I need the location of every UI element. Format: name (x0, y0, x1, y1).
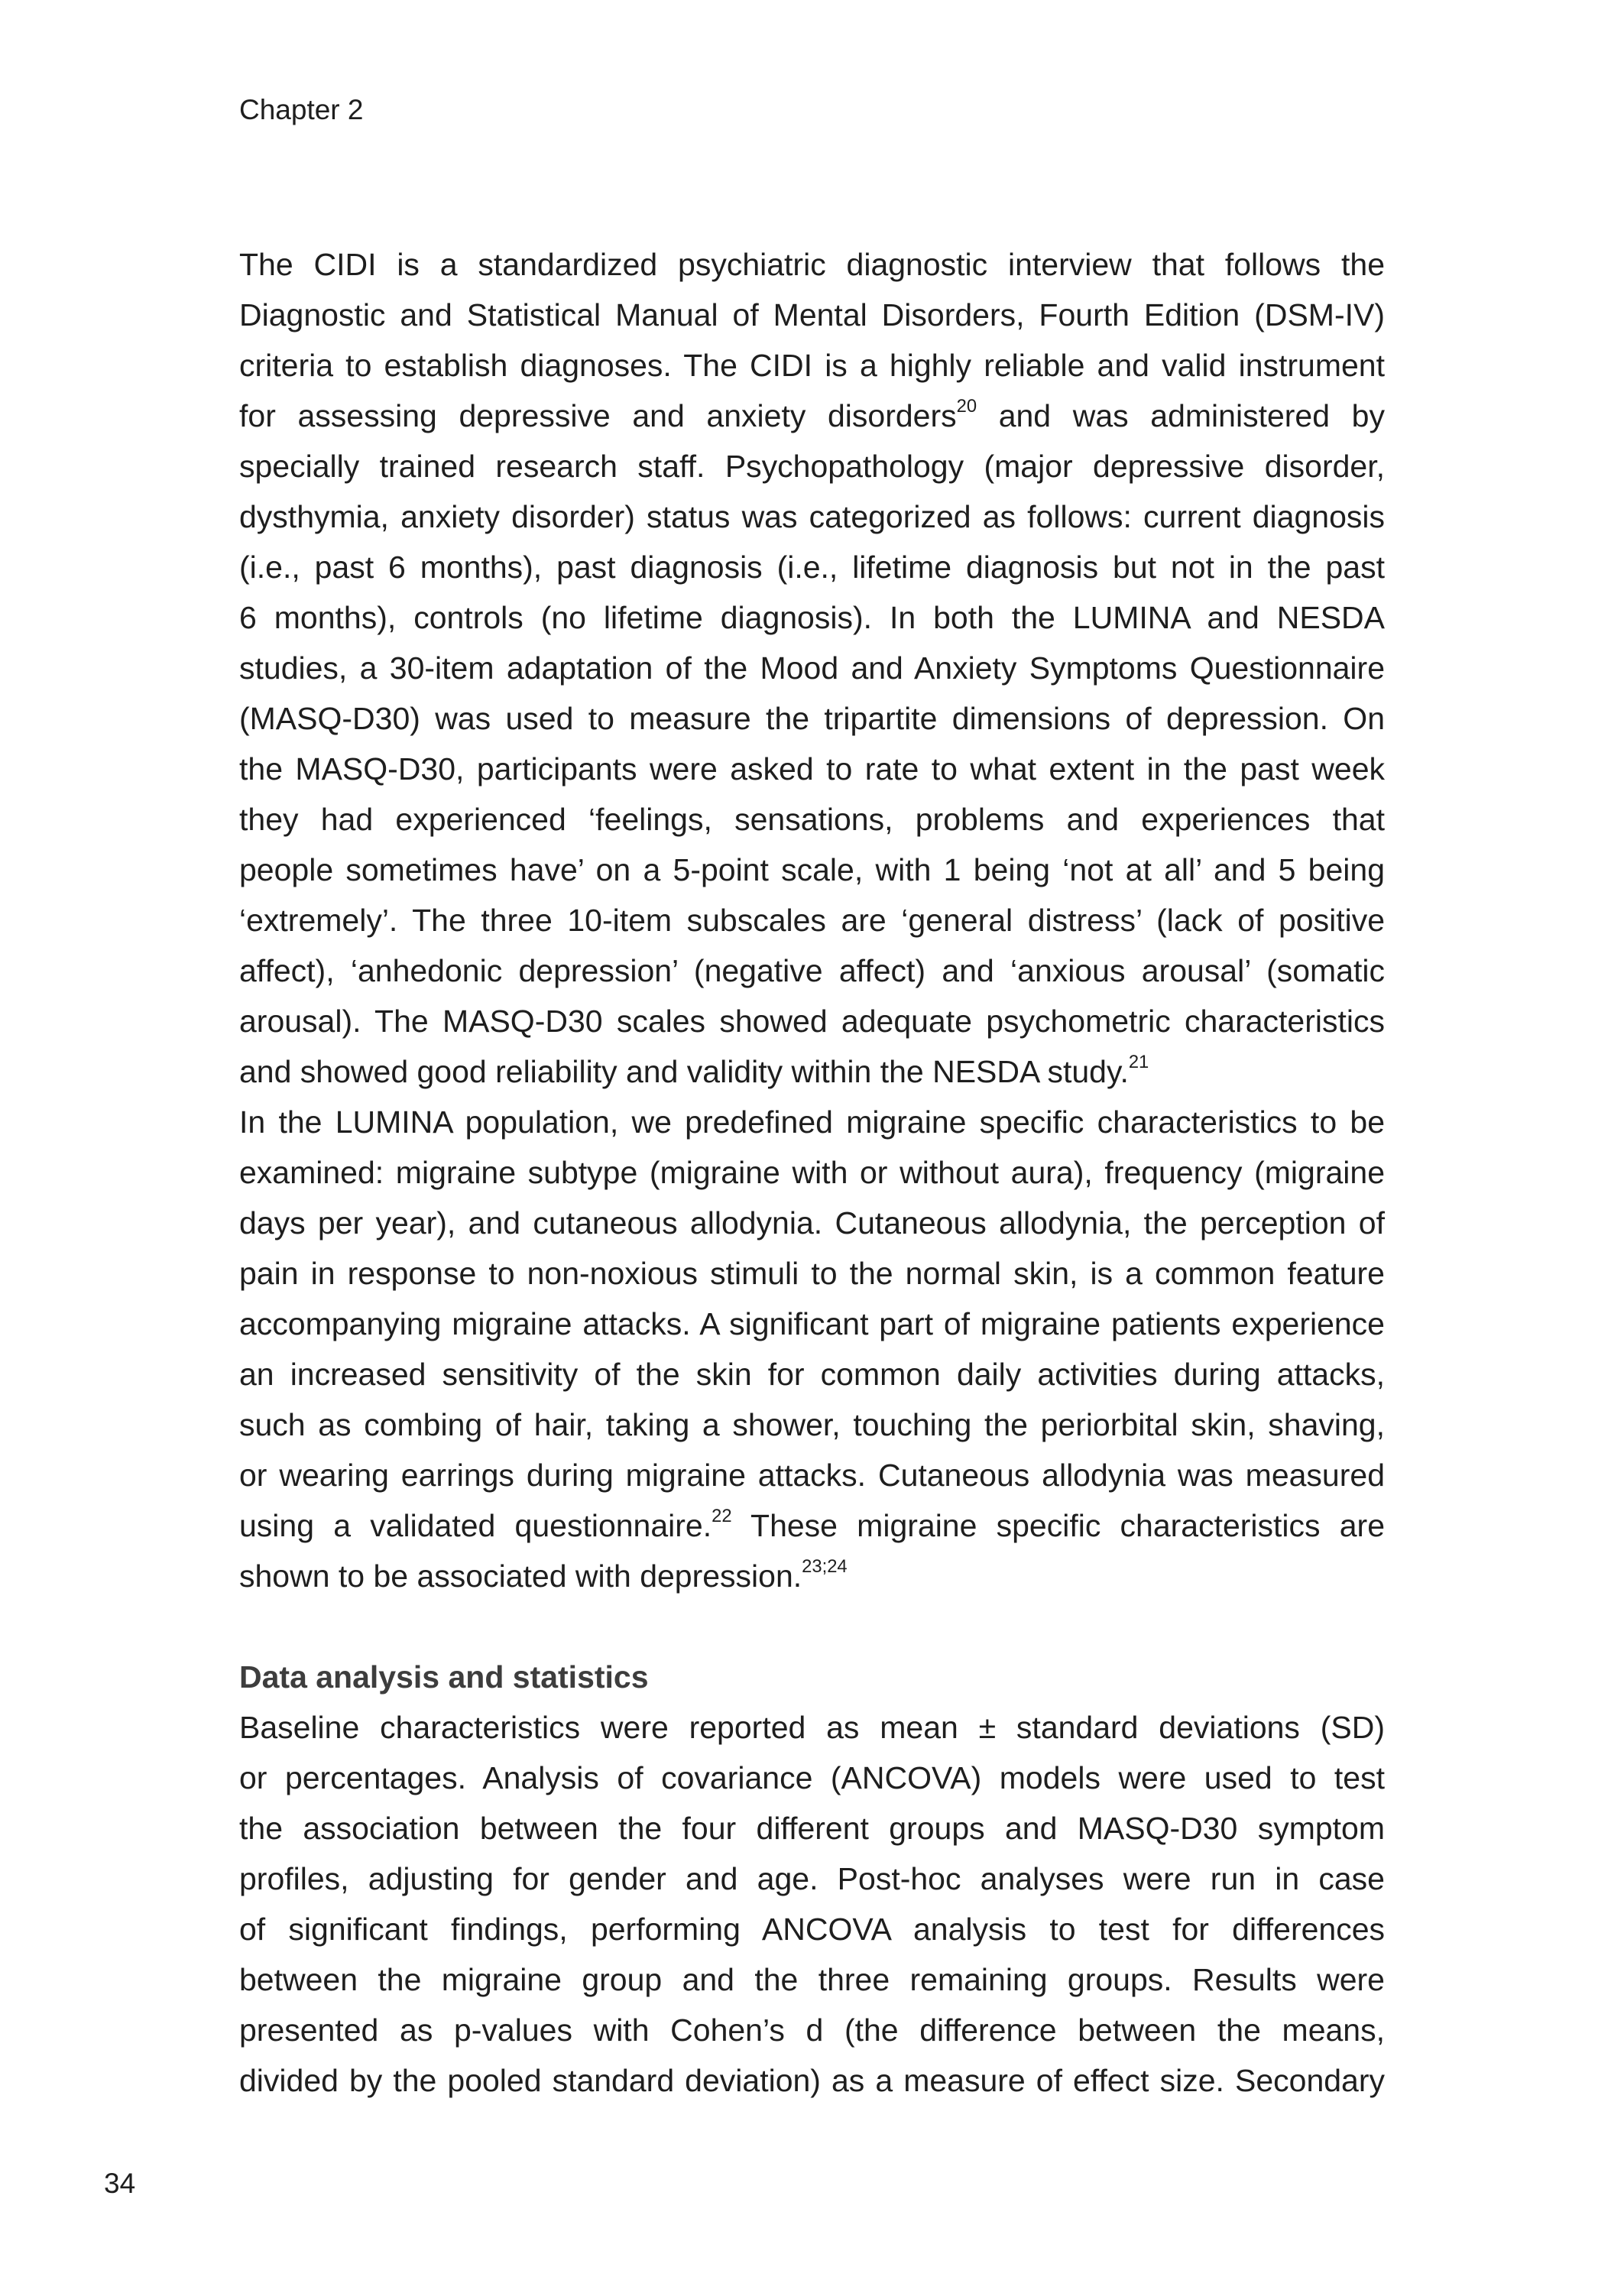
text-line-content: such as combing of hair, taking a shower, touching the periorbital skin, shaving, (239, 1407, 1385, 1442)
text-line (239, 290, 1385, 340)
text-line (239, 845, 1385, 895)
text-line (239, 1349, 1385, 1399)
text-line (239, 1854, 1385, 1904)
text-line-content: Baseline characteristics were reported as mean ± standard deviations (SD) (239, 1710, 1385, 1745)
text-line (239, 1500, 1385, 1551)
text-line-content: Diagnostic and Statistical Manual of Mental Disorders, Fourth Edition (DSM-IV) (239, 297, 1385, 332)
text-line (239, 693, 1385, 744)
text-line-content: In the LUMINA population, we predefined migraine specific characteristics to be (239, 1104, 1385, 1140)
text-line-content: specially trained research staff. Psychopathology (major depressive disorder, (239, 449, 1385, 484)
text-line-content: dysthymia, anxiety disorder) status was categorized as follows: current diagnosis (239, 499, 1385, 534)
text-line-content: or wearing earrings during migraine attacks. Cutaneous allodynia was measured (239, 1458, 1385, 1493)
text-line (239, 643, 1385, 693)
text-line (239, 794, 1385, 845)
text-line (239, 895, 1385, 945)
text-line-content: shown to be associated with depression.$^{23;24}$ (239, 1556, 848, 1594)
text-line-content: an increased sensitivity of the skin for common daily activities during attacks, (239, 1357, 1385, 1392)
text-line-content: Data analysis and statistics (239, 1659, 649, 1695)
text-line (239, 1198, 1385, 1248)
text-line (239, 945, 1385, 996)
text-line-content: accompanying migraine attacks. A significant part of migraine patients experience (239, 1306, 1385, 1341)
text-line-content: affect), ‘anhedonic depression’ (negative affect) and ‘anxious arousal’ (somatic (239, 953, 1385, 988)
text-line-content: for assessing depressive and anxiety disorders$^{20}$ and was administered by (239, 396, 1385, 433)
text-line-content: they had experienced ‘feelings, sensations, problems and experiences that (239, 802, 1385, 837)
section-heading (239, 1652, 1385, 1702)
text-line-content: (MASQ-D30) was used to measure the tripartite dimensions of depression. On (239, 701, 1385, 736)
text-line (239, 2005, 1385, 2055)
text-line-content: arousal). The MASQ-D30 scales showed adequate psychometric characteristics (239, 1004, 1385, 1039)
text-line-content: presented as p-values with Cohen’s d (the difference between the means, (239, 2012, 1385, 2048)
text-line (239, 1551, 1385, 1601)
text-line-content: (i.e., past 6 months), past diagnosis (i.e., lifetime diagnosis but not in the past (239, 550, 1385, 585)
text-line-content: the association between the four different groups and MASQ-D30 symptom (239, 1811, 1385, 1846)
running-head: Chapter 2 (239, 94, 364, 125)
text-line (239, 1753, 1385, 1803)
text-line-content: days per year), and cutaneous allodynia. Cutaneous allodynia, the perception of (239, 1205, 1385, 1241)
text-line-content: between the migraine group and the three remaining groups. Results were (239, 1962, 1385, 1997)
text-line (239, 1299, 1385, 1349)
text-line (239, 542, 1385, 592)
text-line-content: or percentages. Analysis of covariance (ANCOVA) models were used to test (239, 1760, 1385, 1795)
text-line (239, 239, 1385, 290)
reference-superscript: 22 (712, 1506, 732, 1527)
body-text (239, 239, 1385, 2106)
text-line-content: divided by the pooled standard deviation) as a measure of effect size. Secondary (239, 2063, 1385, 2098)
text-line (239, 2055, 1385, 2106)
text-line-content: pain in response to non-noxious stimuli to the normal skin, is a common feature (239, 1256, 1385, 1291)
text-line (239, 1803, 1385, 1854)
text-line-content: studies, a 30-item adaptation of the Mood and Anxiety Symptoms Questionnaire (239, 650, 1385, 686)
text-line (239, 391, 1385, 441)
text-line (239, 1450, 1385, 1500)
text-line (239, 592, 1385, 643)
text-line-content: using a validated questionnaire.$^{22}$ These migraine specific characteristics are (239, 1506, 1386, 1543)
text-line (239, 441, 1385, 491)
reference-superscript: 20 (956, 396, 977, 417)
blank-line (239, 1601, 1385, 1652)
text-line (239, 1702, 1385, 1753)
text-line-content: The CIDI is a standardized psychiatric diagnostic interview that follows the (239, 247, 1385, 282)
reference-superscript: 23;24 (802, 1556, 848, 1578)
reference-superscript: 21 (1128, 1052, 1149, 1073)
text-line (239, 1147, 1385, 1198)
text-line (239, 340, 1385, 391)
text-line (239, 491, 1385, 542)
text-line (239, 996, 1385, 1046)
text-line (239, 1904, 1385, 1954)
text-line-content: of significant findings, performing ANCOVA analysis to test for differences (239, 1912, 1385, 1947)
page-number: 34 (104, 2168, 136, 2199)
text-line-content: ‘extremely’. The three 10-item subscales are ‘general distress’ (lack of positive (239, 903, 1385, 938)
text-line-content: people sometimes have’ on a 5-point scale, with 1 being ‘not at all’ and 5 being (239, 852, 1385, 887)
text-line-content: examined: migraine subtype (migraine with or without aura), frequency (migraine (239, 1155, 1385, 1190)
text-line (239, 1399, 1385, 1450)
text-line (239, 1046, 1385, 1097)
text-line-content: 6 months), controls (no lifetime diagnosis). In both the LUMINA and NESDA (239, 600, 1385, 635)
text-line (239, 744, 1385, 794)
text-line-content: criteria to establish diagnoses. The CIDI is a highly reliable and valid instrument (239, 348, 1385, 383)
text-line-content: profiles, adjusting for gender and age. Post-hoc analyses were run in case (239, 1861, 1385, 1896)
text-line-content: and showed good reliability and validity within the NESDA study.$^{21}$ (239, 1052, 1149, 1089)
text-line (239, 1097, 1385, 1147)
text-line (239, 1954, 1385, 2005)
text-line-content: the MASQ-D30, participants were asked to rate to what extent in the past week (239, 751, 1385, 786)
text-line (239, 1248, 1385, 1299)
